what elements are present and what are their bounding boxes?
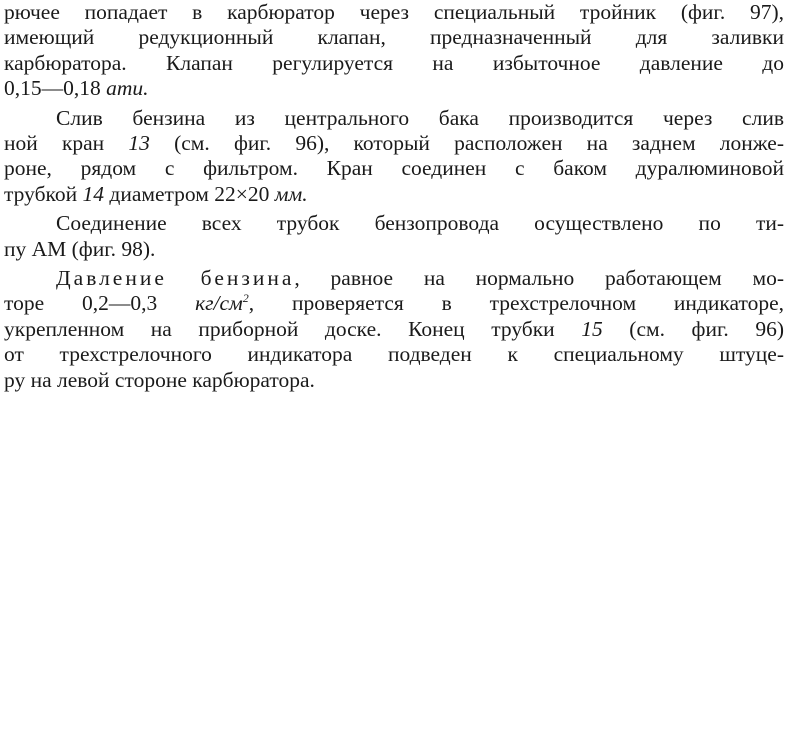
callout-number: 15 [581,316,603,341]
text-line [4,317,784,342]
text-line: ру на левой стороне карбюратора. [4,367,315,392]
text-line: Слив бензина из центрального бака производится через слив [56,105,784,130]
text-line [4,182,784,207]
text-fragment: (см. фиг. 96) [602,316,784,341]
text-fragment: укрепленном на приборной доске. Конец трубки [4,316,582,341]
text-line [4,76,784,101]
spaced-heading: Давление бензина [56,266,295,291]
paragraph-4 [4,266,784,393]
text-line [4,131,784,156]
text-fragment: трубкой [4,181,83,206]
document-page [4,0,784,393]
callout-number: 14 [82,181,105,206]
unit-text: ати. [106,76,149,101]
unit-superscript: 2 [242,291,249,306]
text-fragment: торе 0,2—0,3 [4,291,196,316]
text-fragment: диаметром 22×20 [104,181,275,206]
text-line: карбюратора. Клапан регулируется на избыточное давление до [4,50,784,75]
paragraph-2 [4,106,784,208]
unit-text: мм. [274,181,308,206]
text-fragment: , проверяется в трехстрелочном индикаторе, [248,291,784,316]
blank-page-area [0,400,792,750]
text-line: роне, рядом с фильтром. Кран соединен с баком дуралюминовой [4,156,784,181]
unit-text: кг/см [195,291,243,316]
text-line: Соединение всех трубок бензопровода осуществлено по ти- [56,211,784,236]
text-fragment: (см. фиг. 96), который расположен на заднем лонже- [149,131,784,156]
paragraph-1 [4,0,784,102]
text-line: рючее попадает в карбюратор через специальный тройник (фиг. 97), [4,0,784,24]
text-line [4,291,784,316]
paragraph-3 [4,211,784,262]
text-line [4,266,784,291]
text-fragment: 0,15—0,18 [4,76,107,101]
text-line: от трехстрелочного индикатора подведен к специальному штуце- [4,342,784,367]
callout-number: 13 [128,131,150,156]
text-fragment: ной кран [4,131,129,156]
text-line: имеющий редукционный клапан, предназначенный для заливки [4,25,784,50]
text-fragment: , равное на нормально работающем мо- [294,266,784,291]
text-line: пу АМ (фиг. 98). [4,236,156,261]
